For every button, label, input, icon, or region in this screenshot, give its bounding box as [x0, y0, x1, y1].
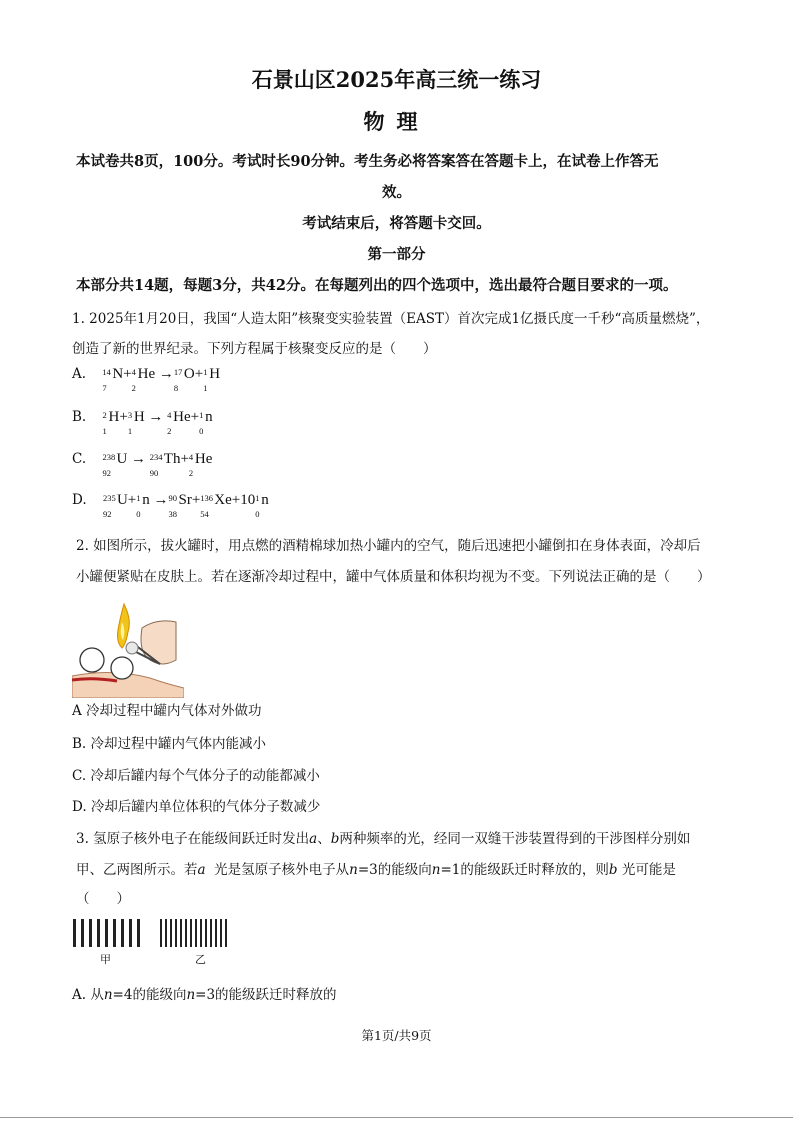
page-number: 第1页/共9页 — [361, 1028, 432, 1043]
q2-option-b[interactable]: B. 冷却过程中罐内气体内能减小 — [72, 736, 267, 752]
option-label: B. — [72, 409, 87, 425]
q3-option-a[interactable]: A. 从n=4的能级向n=3的能级跃迁时释放的 — [72, 987, 337, 1003]
notice-line-1: 本试卷共8页，100分。考试时长90分钟。考生务必将答案答在答题卡上，在试卷上作答无 — [76, 153, 659, 170]
notice-line-2: 效。 — [382, 184, 411, 201]
q2-stem-line-1: 2. 如图所示，拔火罐时，用点燃的酒精棉球加热小罐内的空气，随后迅速把小罐倒扣在身体表面，冷却后 — [76, 538, 701, 554]
q3-stem-line-1: 3. 氢原子核外电子在能级间跃迁时发出a、b两种频率的光，经同一双缝干涉装置得到的干涉图样分别如 — [76, 831, 691, 847]
q2-option-d[interactable]: D. 冷却后罐内单位体积的气体分子数减少 — [72, 799, 321, 815]
q1-option-a[interactable] — [72, 366, 221, 393]
interference-pattern-jia — [72, 919, 144, 947]
subject-title: 物理 — [363, 109, 430, 134]
notice-line-3: 考试结束后，将答题卡交回。 — [302, 215, 491, 232]
q3-stem-line-3: （ ） — [76, 891, 130, 907]
formula-c: 238 92 U → 234 90 Th+ 4 2 He — [102, 451, 213, 478]
q2-stem-line-2: 小罐便紧贴在皮肤上。若在逐渐冷却过程中，罐中气体质量和体积均视为不变。下列说法正确的是（ ） — [76, 569, 711, 585]
q3-stem-line-2: 甲、乙两图所示。若a 光是氢原子核外电子从n=3的能级向n=1的能级跃迁时释放的，则b 光可能是 — [76, 862, 676, 878]
q1-stem-line-2: 创造了新的世界纪录。下列方程属于核聚变反应的是（ ） — [72, 341, 437, 357]
q1-option-b[interactable] — [72, 409, 213, 436]
q1-stem-line-1: 1. 2025年1月20日，我国“人造太阳”核聚变实验装置（EAST）首次完成1亿摄氏度一千秒“高质量燃烧”， — [72, 311, 710, 327]
pattern-label-jia: 甲 — [100, 953, 111, 966]
q2-option-c[interactable]: C. 冷却后罐内每个气体分子的动能都减小 — [72, 768, 320, 784]
option-label: C. — [72, 451, 87, 467]
pattern-label-yi: 乙 — [195, 953, 206, 966]
part-title: 第一部分 — [367, 246, 426, 263]
q1-option-c[interactable] — [72, 451, 213, 478]
option-label: D. — [72, 492, 87, 508]
bottom-divider — [0, 1117, 793, 1118]
cupping-illustration — [72, 598, 184, 698]
option-label: A. — [72, 366, 87, 382]
exam-title: 石景山区2025年高三统一练习 — [251, 67, 542, 92]
part-description: 本部分共14题，每题3分，共42分。在每题列出的四个选项中，选出最符合题目要求的一项。 — [76, 277, 678, 294]
formula-a: 14 7 N+ 4 2 He → 17 8 O+ 1 1 H — [102, 366, 221, 393]
formula-b: 2 1 H+ 3 1 H → 4 2 He+ 1 0 n — [102, 409, 213, 436]
q2-option-a[interactable]: A 冷却过程中罐内气体对外做功 — [72, 703, 262, 719]
interference-pattern-yi — [160, 919, 232, 947]
formula-d: 235 92 U+ 1 0 n → 90 38 Sr+ 136 54 Xe+10 1 0 n — [102, 492, 269, 519]
q1-option-d[interactable] — [72, 492, 269, 519]
